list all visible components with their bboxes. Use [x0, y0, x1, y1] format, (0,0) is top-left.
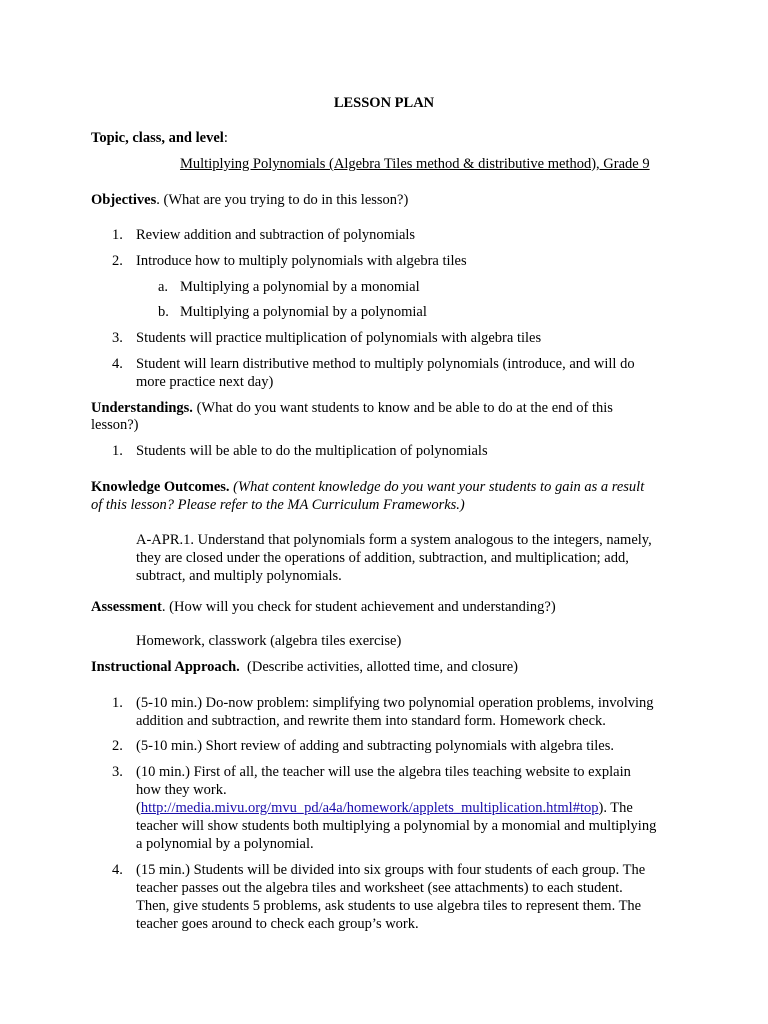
list-item-number: 4. — [112, 356, 123, 372]
knowledge-label: Knowledge Outcomes. — [91, 479, 230, 495]
objectives-prompt: . (What are you trying to do in this lesson?) — [156, 192, 409, 208]
list-item-line: a polynomial by a polynomial. — [136, 836, 314, 852]
objectives-heading — [91, 191, 408, 209]
understandings-label: Understandings. — [91, 400, 193, 416]
sublist-item-letter: a. — [158, 279, 169, 295]
instructional-label: Instructional Approach. — [91, 659, 240, 675]
topic-label: Topic, class, and level — [91, 130, 224, 146]
objectives-label: Objectives — [91, 192, 157, 208]
understandings-prompt-cont: lesson?) — [91, 417, 139, 433]
standard-text: subtract, and multiply polynomials. — [136, 568, 342, 584]
list-item-line: (10 min.) First of all, the teacher will use the algebra tiles teaching website to explain — [136, 764, 631, 780]
understandings-prompt: (What do you want students to know and be able to do at the end of this — [192, 400, 613, 416]
list-item: Students will be able to do the multiplication of polynomials — [136, 443, 488, 459]
list-item: Introduce how to multiply polynomials with algebra tiles — [136, 253, 467, 269]
assessment-value: Homework, classwork (algebra tiles exercise) — [136, 633, 402, 649]
list-item-line: how they work. — [136, 782, 227, 798]
list-item-line: Then, give students 5 problems, ask students to use algebra tiles to represent them. The — [136, 898, 642, 914]
sublist-item: Multiplying a polynomial by a monomial — [180, 279, 420, 295]
knowledge-heading — [91, 478, 644, 496]
list-item-line: teacher will show students both multiplying a polynomial by a monomial and multiplying — [136, 818, 657, 834]
link-paren-open: ( — [136, 800, 141, 816]
understandings-heading — [91, 399, 613, 417]
list-item-line: teacher goes around to check each group’s work. — [136, 916, 419, 932]
link-after-text: ). The — [598, 800, 633, 816]
algebra-tiles-website-link[interactable]: http://media.mivu.org/mvu_pd/a4a/homework/applets_multiplication.html#top — [140, 800, 599, 816]
list-item-number: 1. — [112, 695, 123, 711]
list-item-number: 4. — [112, 862, 123, 878]
list-item-number: 2. — [112, 253, 123, 269]
standard-text: they are closed under the operations of addition, subtraction, and multiplication; add, — [136, 550, 629, 566]
topic-colon: : — [223, 130, 228, 146]
list-item-number: 3. — [112, 330, 123, 346]
sublist-item-letter: b. — [158, 304, 169, 320]
list-item-line: addition and subtraction, and rewrite them into standard form. Homework check. — [136, 713, 606, 729]
topic-value: Multiplying Polynomials (Algebra Tiles method & distributive method), Grade 9 — [180, 156, 650, 172]
list-item-number: 2. — [112, 738, 123, 754]
topic-heading — [91, 129, 228, 147]
sublist-item: Multiplying a polynomial by a polynomial — [180, 304, 427, 320]
list-item-line: (15 min.) Students will be divided into six groups with four students of each group. The — [136, 862, 646, 878]
knowledge-prompt: (What content knowledge do you want your students to gain as a result — [229, 479, 645, 495]
list-item-number: 3. — [112, 764, 123, 780]
list-item-line: more practice next day) — [136, 374, 274, 390]
page-title: LESSON PLAN — [333, 95, 435, 111]
instructional-prompt: (Describe activities, allotted time, and closure) — [239, 659, 519, 675]
assessment-label: Assessment — [91, 599, 162, 615]
instructional-heading — [91, 658, 518, 676]
list-item-line: teacher passes out the algebra tiles and worksheet (see attachments) to each student. — [136, 880, 623, 896]
list-item-line: Student will learn distributive method to multiply polynomials (introduce, and will do — [136, 356, 635, 372]
list-item: Review addition and subtraction of polynomials — [136, 227, 416, 243]
knowledge-prompt-cont: of this lesson? Please refer to the MA Curriculum Frameworks.) — [91, 497, 465, 513]
list-item-line — [136, 799, 633, 817]
list-item-line: (5-10 min.) Short review of adding and subtracting polynomials with algebra tiles. — [136, 738, 614, 754]
assessment-prompt: . (How will you check for student achievement and understanding?) — [161, 599, 556, 615]
list-item-line: (5-10 min.) Do-now problem: simplifying two polynomial operation problems, involving — [136, 695, 654, 711]
assessment-heading — [91, 598, 556, 616]
list-item-number: 1. — [112, 443, 123, 459]
list-item: Students will practice multiplication of polynomials with algebra tiles — [136, 330, 542, 346]
standard-text: A-APR.1. Understand that polynomials form a system analogous to the integers, namely, — [136, 532, 652, 548]
list-item-number: 1. — [112, 227, 123, 243]
